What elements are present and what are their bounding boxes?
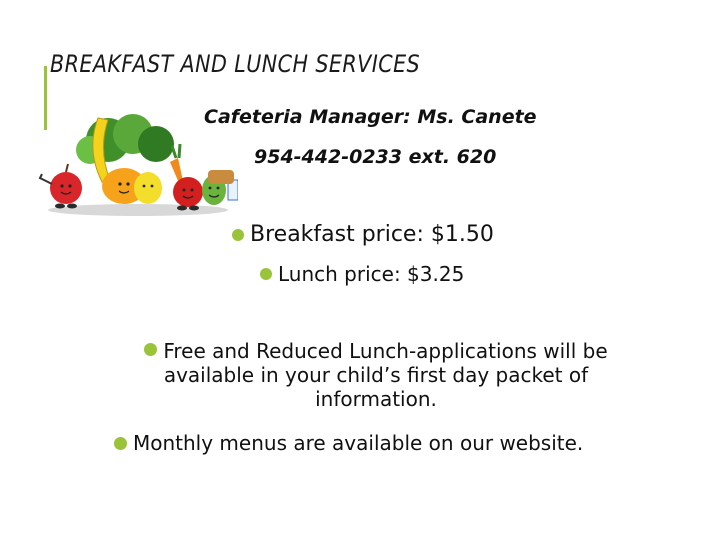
page-title: BREAKFAST AND LUNCH SERVICES (50, 50, 421, 78)
monthly-menus-note (114, 431, 583, 455)
breakfast-price-text: Breakfast price: $1.50 (250, 222, 494, 247)
breakfast-price-item (232, 222, 494, 247)
bullet-icon (144, 343, 157, 356)
phone-number: 954-442-0233 ext. 620 (254, 146, 497, 168)
bullet-icon (260, 268, 272, 280)
lunch-price-text: Lunch price: $3.25 (278, 262, 465, 286)
lunch-price-item (260, 262, 464, 286)
bullet-icon (232, 229, 244, 241)
cafeteria-manager: Cafeteria Manager: Ms. Canete (204, 106, 537, 128)
monthly-menus-text: Monthly menus are available on our website. (133, 431, 584, 455)
free-reduced-lunch-text: Free and Reduced Lunch-applications will be available in your child’s first day packet of information. (163, 339, 608, 411)
free-reduced-lunch-note (116, 339, 636, 411)
bullet-icon (114, 437, 127, 450)
